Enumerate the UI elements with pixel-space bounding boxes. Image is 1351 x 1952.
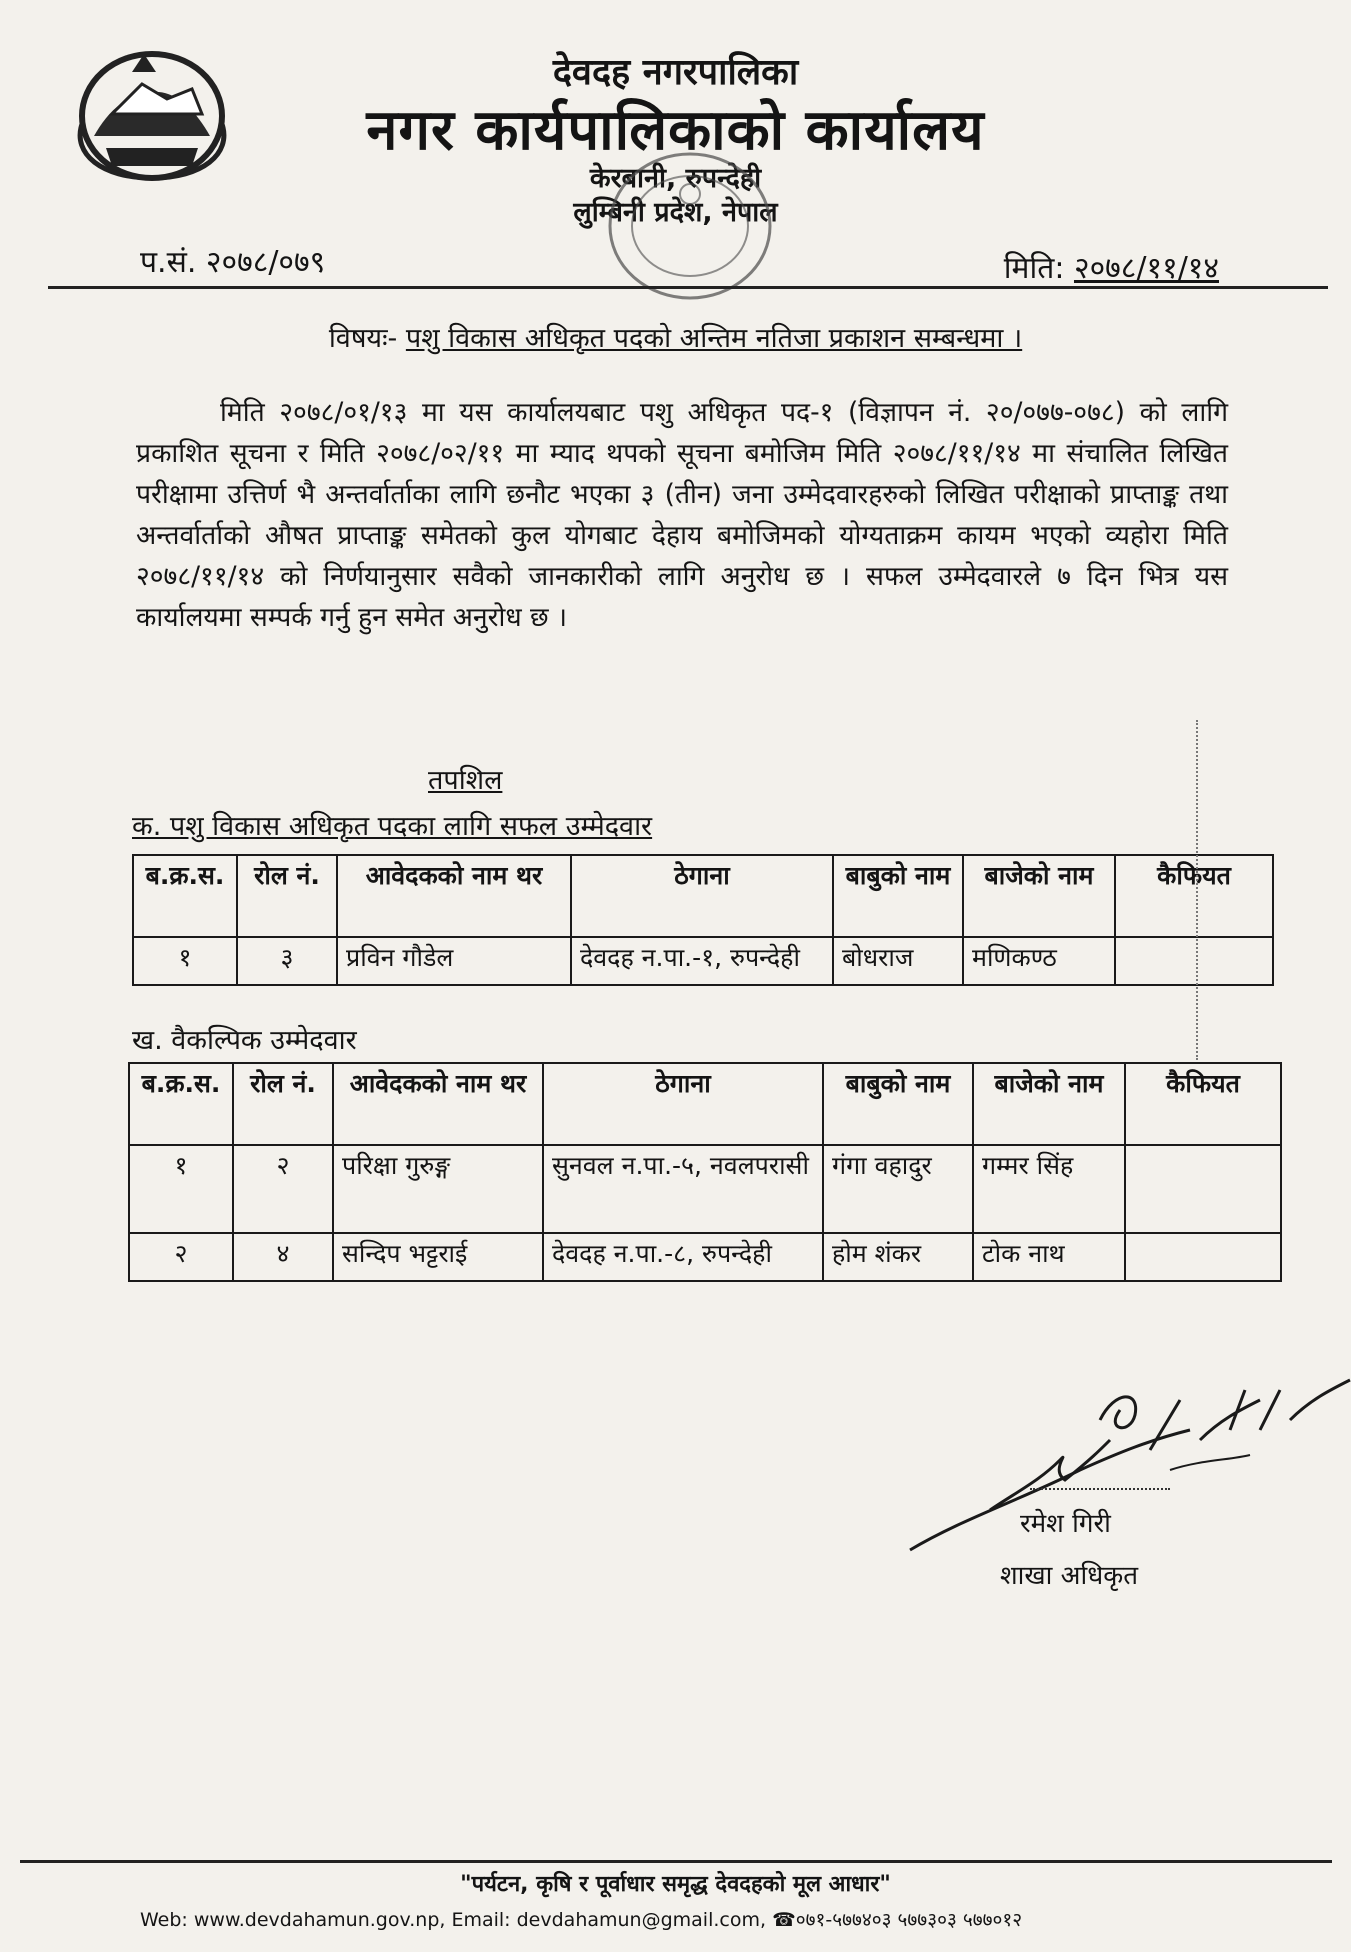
footer-divider: [20, 1860, 1332, 1863]
alternate-candidates-table: [128, 1062, 1282, 1282]
section-a-heading: क. पशु विकास अधिकृत पदका लागि सफल उम्मेदवार: [132, 811, 653, 842]
col-father-name: बाबुको नाम: [833, 855, 963, 937]
letter-date: [1004, 246, 1219, 287]
col-address: ठेगाना: [543, 1063, 823, 1145]
office-address-line1: केरबानी, रुपन्देही: [589, 163, 762, 194]
cell-grandfather-name: टोक नाथ: [973, 1233, 1125, 1281]
cell-serial: २: [129, 1233, 233, 1281]
handwritten-signature: [900, 1360, 1351, 1560]
office-address-line2: लुम्बिनी प्रदेश, नेपाल: [573, 197, 778, 228]
date-label: मिति:: [1003, 251, 1065, 286]
cell-grandfather-name: गम्मर सिंह: [973, 1145, 1125, 1233]
municipality-name: देवदह नगरपालिका: [552, 52, 799, 93]
cell-father-name: गंगा वहादुर: [823, 1145, 973, 1233]
successful-candidates-table: [132, 854, 1274, 986]
signatory-title: शाखा अधिकृत: [1000, 1561, 1139, 1591]
cell-roll-no: ४: [233, 1233, 333, 1281]
col-serial: ब.क्र.स.: [129, 1063, 233, 1145]
col-roll-no: रोल नं.: [233, 1063, 333, 1145]
cell-father-name: बोधराज: [833, 937, 963, 985]
col-roll-no: रोल नं.: [237, 855, 337, 937]
col-applicant-name: आवेदकको नाम थर: [333, 1063, 543, 1145]
date-value: २०७८/११/१४: [1073, 251, 1219, 286]
table-row: [129, 1233, 1281, 1281]
table-header-row: [129, 1063, 1281, 1145]
signature-dotted-line: [1030, 1488, 1170, 1490]
cell-applicant-name: सन्दिप भट्टराई: [333, 1233, 543, 1281]
subject-label: विषयः-: [328, 323, 398, 354]
cell-address: सुनवल न.पा.-५, नवलपरासी: [543, 1145, 823, 1233]
cell-roll-no: ३: [237, 937, 337, 985]
table-row: [133, 937, 1273, 985]
col-applicant-name: आवेदकको नाम थर: [337, 855, 571, 937]
office-name: नगर कार्यपालिकाको कार्यालय: [366, 98, 985, 163]
reference-number: प.सं. २०७८/०७९: [140, 245, 326, 280]
margin-fold-mark: [1196, 720, 1201, 1060]
cell-applicant-name: परिक्षा गुरुङ्ग: [333, 1145, 543, 1233]
cell-remarks: [1125, 1233, 1281, 1281]
col-grandfather-name: बाजेको नाम: [973, 1063, 1125, 1145]
col-remarks: कैफियत: [1115, 855, 1273, 937]
cell-address: देवदह न.पा.-८, रुपन्देही: [543, 1233, 823, 1281]
cell-grandfather-name: मणिकण्ठ: [963, 937, 1115, 985]
cell-remarks: [1125, 1145, 1281, 1233]
footer-contact: Web: www.devdahamun.gov.np, Email: devdahamun@gmail.com, ☎०७१-५७७४०३ ५७७३०३ ५७७०१२: [140, 1909, 1023, 1931]
cell-roll-no: २: [233, 1145, 333, 1233]
section-b-heading: ख. वैकल्पिक उम्मेदवार: [132, 1025, 357, 1056]
col-father-name: बाबुको नाम: [823, 1063, 973, 1145]
schedule-title: तपशिल: [428, 765, 503, 796]
footer-motto: "पर्यटन, कृषि र पूर्वाधार समृद्ध देवदहको मूल आधार": [460, 1872, 891, 1897]
cell-applicant-name: प्रविन गौडेल: [337, 937, 571, 985]
subject-line: [0, 318, 1351, 355]
col-remarks: कैफियत: [1125, 1063, 1281, 1145]
cell-father-name: होम शंकर: [823, 1233, 973, 1281]
table-row: [129, 1145, 1281, 1233]
header-divider: [48, 286, 1328, 289]
col-serial: ब.क्र.स.: [133, 855, 237, 937]
cell-address: देवदह न.पा.-१, रुपन्देही: [571, 937, 833, 985]
cell-serial: १: [133, 937, 237, 985]
col-grandfather-name: बाजेको नाम: [963, 855, 1115, 937]
subject-text: पशु विकास अधिकृत पदको अन्तिम नतिजा प्रकाशन सम्बन्धमा ।: [405, 323, 1023, 354]
notice-body-paragraph: मिति २०७८/०१/१३ मा यस कार्यालयबाट पशु अधिकृत पद-१ (विज्ञापन नं. २०/०७७-०७८) को लागि प्रकाशित सूचना र मिति २०७८/०२/११ मा म्याद थपको सूचना बमोजिम मिति २०७८/११/१४ मा संचालित लिखित परीक्षामा उत्तिर्ण भै अन्तर्वार्ताका लागि छनौट भएका ३ (तीन) जना उम्मेदवारहरुको लिखित परीक्षाको प्राप्ताङ्क तथा अन्तर्वार्ताको औषत प्राप्ताङ्क समेतको कुल योगबाट देहाय बमोजिमको योग्यताक्रम कायम भएको व्यहोरा मिति २०७८/११/१४ को निर्णयानुसार सवैको जानकारीको लागि अनुरोध छ । सफल उम्मेदवारले ७ दिन भित्र यस कार्यालयमा सम्पर्क गर्नु हुन समेत अनुरोध छ ।: [136, 397, 1228, 633]
table-header-row: [133, 855, 1273, 937]
cell-serial: १: [129, 1145, 233, 1233]
signatory-name: रमेश गिरी: [1020, 1509, 1111, 1539]
cell-remarks: [1115, 937, 1273, 985]
col-address: ठेगाना: [571, 855, 833, 937]
